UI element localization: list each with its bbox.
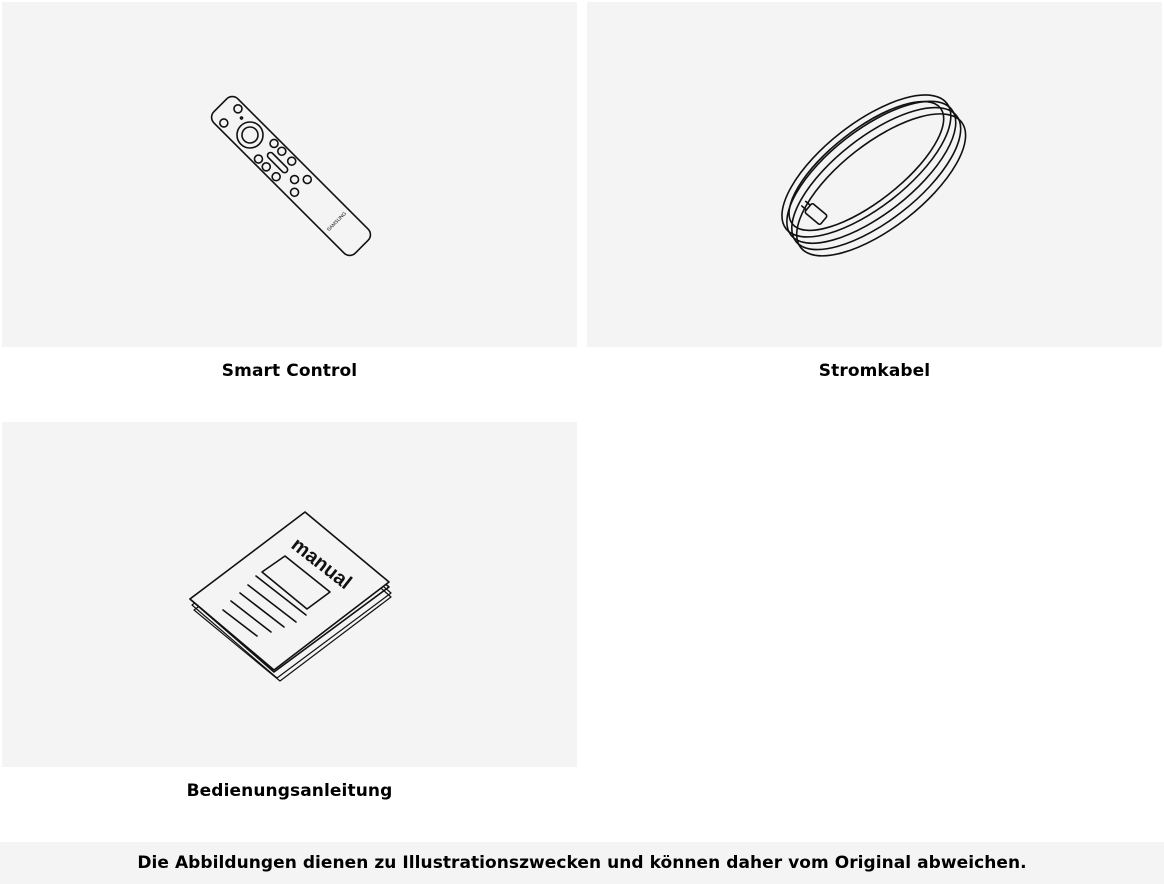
disclaimer-banner — [0, 842, 1164, 884]
manual-icon — [2, 422, 577, 767]
item-caption-bedienungsanleitung: Bedienungsanleitung — [186, 781, 393, 801]
item-caption-smart-control: Smart Control — [221, 361, 358, 381]
remote-brand-label: SAMSUNG — [325, 210, 349, 234]
item-card-stromkabel — [587, 2, 1162, 347]
item-card-bedienungsanleitung — [2, 422, 577, 767]
remote-control-icon — [2, 2, 577, 347]
disclaimer-text: Die Abbildungen dienen zu Illustrationszwecken und können daher vom Original abweichen. — [137, 853, 1027, 873]
item-card-smart-control — [2, 2, 577, 347]
manual-cover-title: manual — [286, 533, 356, 595]
item-caption-stromkabel: Stromkabel — [818, 361, 931, 381]
power-cable-icon — [587, 2, 1162, 347]
